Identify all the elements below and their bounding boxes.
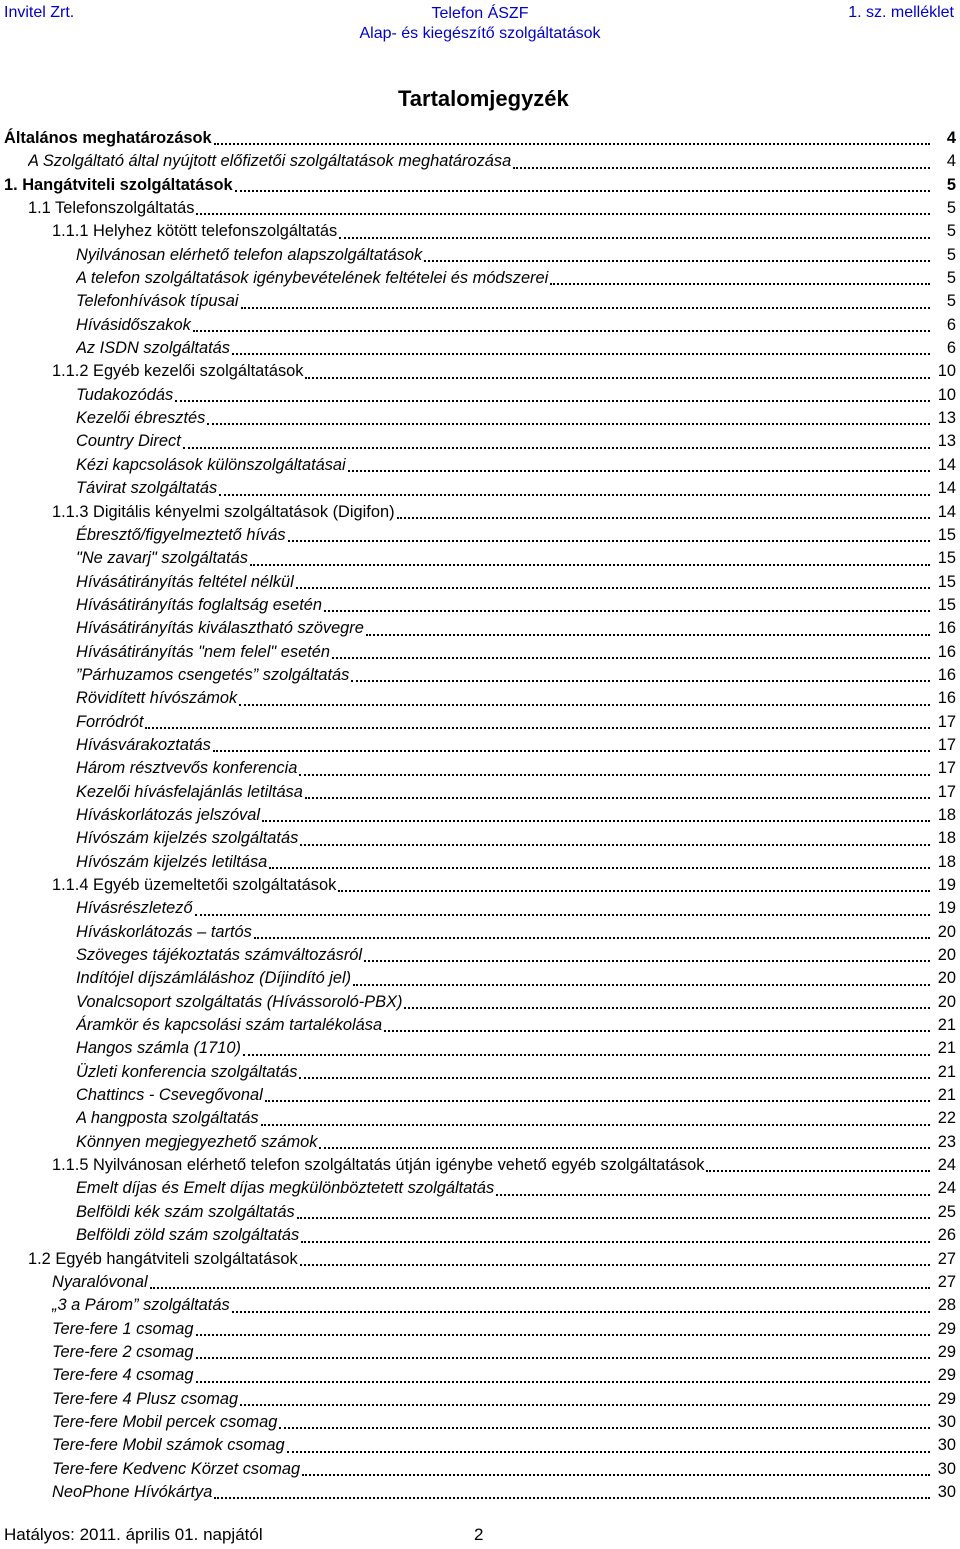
toc-leader-dots <box>232 1311 930 1313</box>
toc-entry-label: Rövidített hívószámok <box>76 687 239 710</box>
toc-entry-label: Távirat szolgáltatás <box>76 477 219 500</box>
header-company: Invitel Zrt. <box>4 4 75 21</box>
toc-entry-page: 17 <box>930 781 956 804</box>
toc-entry-page: 14 <box>930 501 956 524</box>
toc-leader-dots <box>384 1030 930 1032</box>
toc-entry[interactable] <box>0 1061 960 1084</box>
toc-entry[interactable] <box>0 1434 960 1457</box>
toc-entry-label: 1. Hangátviteli szolgáltatások <box>4 174 235 197</box>
toc-entry-label: Hívásátirányítás feltétel nélkül <box>76 571 296 594</box>
toc-entry[interactable] <box>0 150 960 173</box>
toc-leader-dots <box>353 984 930 986</box>
toc-entry-label: NeoPhone Hívókártya <box>52 1481 214 1504</box>
toc-entry-label: "Ne zavarj" szolgáltatás <box>76 547 250 570</box>
toc-entry-label: Híváskorlátozás jelszóval <box>76 804 262 827</box>
toc-leader-dots <box>706 1170 930 1172</box>
header-annex: 1. sz. melléklet <box>848 4 954 21</box>
toc-entry-label: Tere-fere Mobil számok csomag <box>52 1434 287 1457</box>
toc-entry-page: 15 <box>930 524 956 547</box>
toc-entry-label: Tere-fere Mobil percek csomag <box>52 1411 279 1434</box>
toc-entry[interactable] <box>0 174 960 197</box>
toc-leader-dots <box>207 423 930 425</box>
toc-entry-page: 17 <box>930 711 956 734</box>
toc-entry-label: Indítójel díjszámláláshoz (Díjindító jel) <box>76 967 353 990</box>
toc-leader-dots <box>196 1357 930 1359</box>
toc-leader-dots <box>332 657 930 659</box>
toc-leader-dots <box>300 1264 930 1266</box>
toc-entry-page: 20 <box>930 944 956 967</box>
toc-entry[interactable] <box>0 781 960 804</box>
toc-entry-page: 18 <box>930 804 956 827</box>
toc-entry[interactable] <box>0 617 960 640</box>
toc-entry-label: Hívószám kijelzés letiltása <box>76 851 269 874</box>
toc-entry[interactable] <box>0 1248 960 1271</box>
toc-leader-dots <box>269 867 930 869</box>
toc-leader-dots <box>550 283 930 285</box>
toc-entry-label: Szöveges tájékoztatás számváltozásról <box>76 944 364 967</box>
toc-entry-label: Country Direct <box>76 430 183 453</box>
toc-entry-label: Ébresztő/figyelmeztető hívás <box>76 524 288 547</box>
toc-entry-label: Belföldi kék szám szolgáltatás <box>76 1201 297 1224</box>
toc-entry-page: 16 <box>930 664 956 687</box>
toc-entry-page: 5 <box>930 197 956 220</box>
toc-entry[interactable] <box>0 127 960 150</box>
toc-entry-page: 20 <box>930 921 956 944</box>
toc-entry-page: 27 <box>930 1248 956 1271</box>
toc-leader-dots <box>175 400 930 402</box>
toc-entry-page: 24 <box>930 1177 956 1200</box>
toc-entry[interactable] <box>0 197 960 220</box>
toc-entry-page: 5 <box>930 220 956 243</box>
toc-entry-label: Hívásrészletező <box>76 897 195 920</box>
toc-leader-dots <box>397 517 930 519</box>
toc-entry-label: 1.1.1 Helyhez kötött telefonszolgáltatás <box>52 220 339 243</box>
toc-entry[interactable] <box>0 1107 960 1130</box>
toc-entry[interactable] <box>0 220 960 243</box>
toc-entry-label: Áramkör és kapcsolási szám tartalékolása <box>76 1014 384 1037</box>
toc-entry[interactable] <box>0 1318 960 1341</box>
toc-entry-page: 30 <box>930 1481 956 1504</box>
toc-entry-page: 24 <box>930 1154 956 1177</box>
toc-leader-dots <box>364 960 930 962</box>
toc-entry-page: 10 <box>930 384 956 407</box>
toc-entry-page: 14 <box>930 477 956 500</box>
toc-leader-dots <box>513 167 930 169</box>
footer-effective-date: Hatályos: 2011. április 01. napjától <box>4 1525 263 1544</box>
toc-entry-label: Az ISDN szolgáltatás <box>76 337 232 360</box>
toc-entry-page: 21 <box>930 1014 956 1037</box>
toc-leader-dots <box>348 470 930 472</box>
toc-entry-page: 5 <box>930 290 956 313</box>
toc-leader-dots <box>279 1427 930 1429</box>
toc-entry-label: 1.1.2 Egyéb kezelői szolgáltatások <box>52 360 305 383</box>
toc-entry[interactable] <box>0 594 960 617</box>
toc-entry-label: Üzleti konferencia szolgáltatás <box>76 1061 299 1084</box>
toc-entry-page: 29 <box>930 1388 956 1411</box>
toc-entry-page: 21 <box>930 1061 956 1084</box>
toc-entry[interactable] <box>0 897 960 920</box>
toc-leader-dots <box>262 820 930 822</box>
toc-entry[interactable] <box>0 571 960 594</box>
toc-entry[interactable] <box>0 1037 960 1060</box>
toc-entry-label: Tere-fere 4 csomag <box>52 1364 196 1387</box>
toc-entry-page: 29 <box>930 1364 956 1387</box>
toc-entry-page: 16 <box>930 617 956 640</box>
toc-entry[interactable] <box>0 1481 960 1504</box>
toc-entry-page: 15 <box>930 571 956 594</box>
toc-leader-dots <box>366 634 930 636</box>
toc-entry[interactable] <box>0 407 960 430</box>
table-of-contents <box>0 127 960 1504</box>
toc-entry-page: 4 <box>930 150 956 173</box>
toc-entry-label: Hangos számla (1710) <box>76 1037 243 1060</box>
toc-entry-label: 1.2 Egyéb hangátviteli szolgáltatások <box>28 1248 300 1271</box>
toc-leader-dots <box>288 540 930 542</box>
toc-entry[interactable] <box>0 1154 960 1177</box>
toc-entry-label: Belföldi zöld szám szolgáltatás <box>76 1224 301 1247</box>
toc-entry[interactable] <box>0 337 960 360</box>
toc-entry-label: Könnyen megjegyezhető számok <box>76 1131 319 1154</box>
toc-entry-page: 26 <box>930 1224 956 1247</box>
toc-leader-dots <box>232 353 930 355</box>
toc-entry-page: 21 <box>930 1037 956 1060</box>
toc-entry-page: 5 <box>930 174 956 197</box>
toc-entry-label: Forródrót <box>76 711 145 734</box>
toc-leader-dots <box>296 587 930 589</box>
toc-entry[interactable] <box>0 501 960 524</box>
toc-entry-page: 15 <box>930 594 956 617</box>
toc-leader-dots <box>183 447 930 449</box>
toc-leader-dots <box>339 237 930 239</box>
toc-leader-dots <box>195 914 930 916</box>
toc-entry-page: 19 <box>930 897 956 920</box>
toc-entry-page: 21 <box>930 1084 956 1107</box>
toc-entry[interactable] <box>0 1271 960 1294</box>
toc-entry[interactable] <box>0 921 960 944</box>
toc-entry[interactable] <box>0 454 960 477</box>
toc-entry[interactable] <box>0 1201 960 1224</box>
toc-leader-dots <box>299 774 930 776</box>
toc-entry[interactable] <box>0 1458 960 1481</box>
toc-entry-page: 30 <box>930 1411 956 1434</box>
toc-leader-dots <box>196 213 930 215</box>
toc-entry[interactable] <box>0 290 960 313</box>
toc-entry-page: 27 <box>930 1271 956 1294</box>
toc-entry-label: Tere-fere Kedvenc Körzet csomag <box>52 1458 302 1481</box>
toc-entry-page: 5 <box>930 244 956 267</box>
toc-entry-label: Híváskorlátozás – tartós <box>76 921 254 944</box>
toc-entry-label: Hívásátirányítás "nem felel" esetén <box>76 641 332 664</box>
toc-entry-label: Telefonhívások típusai <box>76 290 241 313</box>
toc-leader-dots <box>250 564 930 566</box>
toc-entry[interactable] <box>0 1224 960 1247</box>
toc-entry[interactable] <box>0 314 960 337</box>
toc-leader-dots <box>196 1334 930 1336</box>
toc-leader-dots <box>214 143 930 145</box>
toc-entry[interactable] <box>0 687 960 710</box>
toc-entry-page: 30 <box>930 1434 956 1457</box>
toc-entry[interactable] <box>0 711 960 734</box>
toc-entry-page: 25 <box>930 1201 956 1224</box>
toc-entry-label: A hangposta szolgáltatás <box>76 1107 261 1130</box>
toc-leader-dots <box>196 1381 930 1383</box>
toc-leader-dots <box>261 1124 930 1126</box>
toc-entry-label: ”Párhuzamos csengetés” szolgáltatás <box>76 664 351 687</box>
toc-entry[interactable] <box>0 267 960 290</box>
toc-entry-label: Nyilvánosan elérhető telefon alapszolgáltatások <box>76 244 424 267</box>
toc-leader-dots <box>496 1194 930 1196</box>
toc-entry-label: Nyaralóvonal <box>52 1271 150 1294</box>
toc-entry[interactable] <box>0 1411 960 1434</box>
toc-entry-label: Hívásidőszakok <box>76 314 193 337</box>
toc-leader-dots <box>424 260 930 262</box>
toc-leader-dots <box>243 1054 930 1056</box>
toc-entry-page: 30 <box>930 1458 956 1481</box>
toc-leader-dots <box>287 1451 930 1453</box>
toc-leader-dots <box>241 307 930 309</box>
toc-entry[interactable] <box>0 547 960 570</box>
toc-entry[interactable] <box>0 991 960 1014</box>
toc-entry[interactable] <box>0 1131 960 1154</box>
toc-entry-page: 13 <box>930 430 956 453</box>
toc-entry-page: 20 <box>930 991 956 1014</box>
toc-entry-label: Tere-fere 4 Plusz csomag <box>52 1388 240 1411</box>
toc-entry-page: 16 <box>930 687 956 710</box>
toc-entry-label: A telefon szolgáltatások igénybevételének feltételei és módszerei <box>76 267 550 290</box>
toc-entry-label: Kezelői ébresztés <box>76 407 207 430</box>
toc-entry[interactable] <box>0 944 960 967</box>
toc-leader-dots <box>324 610 930 612</box>
toc-entry-page: 28 <box>930 1294 956 1317</box>
toc-leader-dots <box>265 1100 930 1102</box>
toc-entry-label: Tere-fere 2 csomag <box>52 1341 196 1364</box>
page-title: Tartalomjegyzék <box>398 86 569 111</box>
toc-entry[interactable] <box>0 477 960 500</box>
toc-leader-dots <box>300 844 930 846</box>
toc-leader-dots <box>240 1404 930 1406</box>
toc-entry[interactable] <box>0 804 960 827</box>
toc-entry[interactable] <box>0 734 960 757</box>
toc-entry-page: 14 <box>930 454 956 477</box>
toc-leader-dots <box>235 190 930 192</box>
toc-entry-label: Hívásvárakoztatás <box>76 734 213 757</box>
toc-leader-dots <box>319 1147 930 1149</box>
header-doc-line2: Alap- és kiegészítő szolgáltatások <box>359 25 601 42</box>
toc-leader-dots <box>338 890 930 892</box>
toc-entry-label: Három résztvevős konferencia <box>76 757 299 780</box>
toc-entry[interactable] <box>0 641 960 664</box>
toc-entry-page: 23 <box>930 1131 956 1154</box>
toc-entry[interactable] <box>0 967 960 990</box>
toc-entry[interactable] <box>0 827 960 850</box>
toc-entry-label: 1.1 Telefonszolgáltatás <box>28 197 196 220</box>
toc-leader-dots <box>145 727 930 729</box>
toc-entry-label: „3 a Párom” szolgáltatás <box>52 1294 232 1317</box>
toc-leader-dots <box>404 1007 930 1009</box>
toc-entry-label: Általános meghatározások <box>4 127 214 150</box>
toc-leader-dots <box>239 704 930 706</box>
toc-entry[interactable] <box>0 360 960 383</box>
toc-entry-page: 17 <box>930 734 956 757</box>
toc-leader-dots <box>219 494 930 496</box>
toc-entry[interactable] <box>0 430 960 453</box>
toc-entry-label: Kézi kapcsolások különszolgáltatásai <box>76 454 348 477</box>
toc-leader-dots <box>193 330 930 332</box>
header-document-title <box>0 4 960 44</box>
toc-leader-dots <box>301 1241 930 1243</box>
footer-page-number: 2 <box>474 1525 484 1544</box>
toc-entry-label: 1.1.4 Egyéb üzemeltetői szolgáltatások <box>52 874 338 897</box>
toc-entry[interactable] <box>0 1294 960 1317</box>
toc-entry-page: 22 <box>930 1107 956 1130</box>
toc-entry[interactable] <box>0 757 960 780</box>
toc-entry-page: 6 <box>930 337 956 360</box>
toc-leader-dots <box>351 680 930 682</box>
toc-entry[interactable] <box>0 384 960 407</box>
toc-entry-label: 1.1.5 Nyilvánosan elérhető telefon szolgáltatás útján igénybe vehető egyéb szolgáltatások <box>52 1154 706 1177</box>
toc-entry-label: Kezelői hívásfelajánlás letiltása <box>76 781 305 804</box>
toc-leader-dots <box>297 1217 930 1219</box>
toc-entry[interactable] <box>0 1341 960 1364</box>
toc-entry-label: Chattincs - Csevegővonal <box>76 1084 265 1107</box>
toc-entry-label: Hívószám kijelzés szolgáltatás <box>76 827 300 850</box>
toc-entry-label: 1.1.3 Digitális kényelmi szolgáltatások (Digifon) <box>52 501 397 524</box>
toc-entry-page: 13 <box>930 407 956 430</box>
toc-entry-page: 29 <box>930 1341 956 1364</box>
toc-entry-page: 16 <box>930 641 956 664</box>
toc-leader-dots <box>213 750 930 752</box>
toc-entry-page: 17 <box>930 757 956 780</box>
toc-entry[interactable] <box>0 1388 960 1411</box>
toc-entry[interactable] <box>0 1084 960 1107</box>
toc-entry-page: 20 <box>930 967 956 990</box>
toc-entry[interactable] <box>0 664 960 687</box>
toc-leader-dots <box>150 1287 930 1289</box>
header-doc-line1: Telefon ÁSZF <box>431 5 529 22</box>
toc-entry-page: 19 <box>930 874 956 897</box>
toc-entry-page: 18 <box>930 827 956 850</box>
toc-entry-label: Tere-fere 1 csomag <box>52 1318 196 1341</box>
toc-entry-page: 15 <box>930 547 956 570</box>
toc-entry-page: 10 <box>930 360 956 383</box>
toc-entry-label: A Szolgáltató által nyújtott előfizetői szolgáltatások meghatározása <box>28 150 513 173</box>
toc-entry-label: Hívásátirányítás kiválasztható szövegre <box>76 617 366 640</box>
toc-entry[interactable] <box>0 244 960 267</box>
toc-entry[interactable] <box>0 1177 960 1200</box>
toc-entry[interactable] <box>0 874 960 897</box>
toc-leader-dots <box>254 937 930 939</box>
toc-leader-dots <box>299 1077 930 1079</box>
toc-entry-page: 6 <box>930 314 956 337</box>
toc-leader-dots <box>302 1474 930 1476</box>
toc-leader-dots <box>214 1497 930 1499</box>
toc-entry-label: Hívásátirányítás foglaltság esetén <box>76 594 324 617</box>
toc-entry-label: Vonalcsoport szolgáltatás (Hívássoroló-PBX) <box>76 991 404 1014</box>
toc-entry-page: 4 <box>930 127 956 150</box>
toc-entry-page: 29 <box>930 1318 956 1341</box>
toc-entry-page: 18 <box>930 851 956 874</box>
toc-entry[interactable] <box>0 1364 960 1387</box>
toc-entry[interactable] <box>0 851 960 874</box>
toc-entry-label: Tudakozódás <box>76 384 175 407</box>
toc-entry-label: Emelt díjas és Emelt díjas megkülönböztetett szolgáltatás <box>76 1177 496 1200</box>
toc-leader-dots <box>305 377 930 379</box>
toc-entry[interactable] <box>0 1014 960 1037</box>
toc-entry-page: 5 <box>930 267 956 290</box>
toc-entry[interactable] <box>0 524 960 547</box>
toc-leader-dots <box>305 797 930 799</box>
